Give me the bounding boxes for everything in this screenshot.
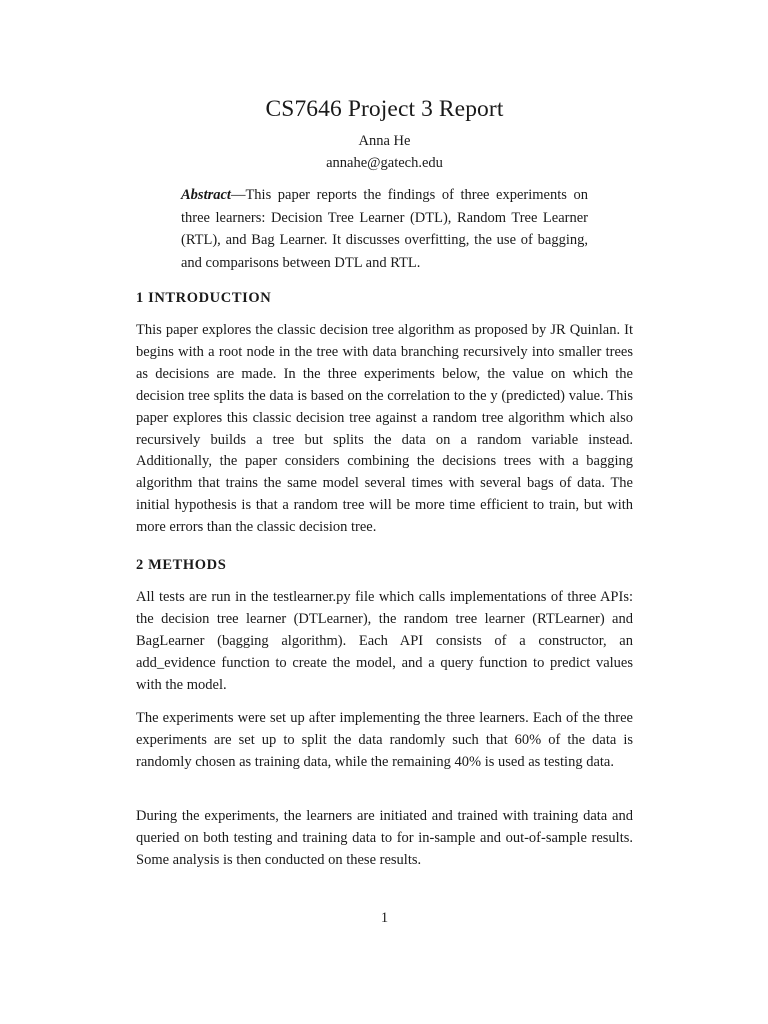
section-heading-introduction: 1 INTRODUCTION [136,290,272,306]
author-email: annahe@gatech.edu [326,155,443,171]
methods-paragraph-3: During the experiments, the learners are initiated and trained with training data and queried on both testing and training data to for in-sample and out-of-sample results. Some analysis is then conducted on these results. [136,808,633,868]
paper-title: CS7646 Project 3 Report [265,96,504,122]
methods-paragraph-1: All tests are run in the testlearner.py file which calls implementations of three APIs: the decision tree learner (DTLearner), the random tree learner (RTLearner) and BagLearner (bagging algorithm). Each API consists of a constructor, an add_evidence function to create the model, and a query function to predict values with the model. [136,589,633,693]
introduction-paragraph: This paper explores the classic decision tree algorithm as proposed by JR Quinlan. It begins with a root node in the tree with data branching recursively into smaller trees as decisions are made. In the three experiments below, the value on which the decision tree splits the data is based on the correlation to the y (predicted) value. This paper explores this classic decision tree against a random tree algorithm which also recursively builds a tree but splits the data on a random variable instead. Additionally, the paper considers combining the decisions trees with a bagging algorithm that trains the same model several times with several bags of data. The initial hypothesis is that a random tree will be more time efficient to train, but with more errors than the classic decision tree. [136,322,633,536]
abstract-text: —This paper reports the findings of three experiments on three learners: Decision Tree Learner (DTL), Random Tree Learner (RTL), and Bag Learner. It discusses overfitting, the use of bagging, and comparisons between DTL and RTL. [181,187,588,271]
page-number: 1 [380,910,389,926]
abstract [181,184,588,274]
author-name: Anna He [358,133,411,149]
abstract-label: Abstract [181,187,231,203]
methods-paragraph-2: The experiments were set up after implementing the three learners. Each of the three experiments are set up to split the data randomly such that 60% of the data is randomly chosen as training data, while the remaining 40% is used as testing data. [136,710,633,770]
section-heading-methods: 2 METHODS [136,557,227,573]
